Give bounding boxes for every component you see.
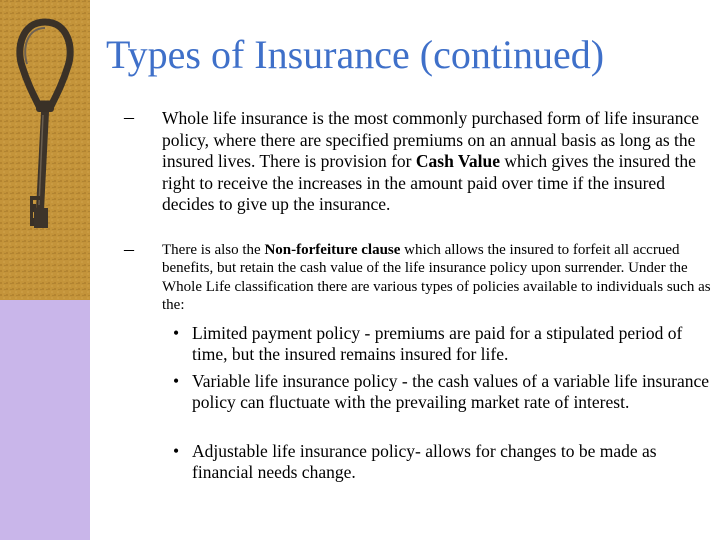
bullet-marker: – xyxy=(124,106,134,128)
slide-title: Types of Insurance (continued) xyxy=(106,32,605,77)
sub-bullet-adjustable-life: Adjustable life insurance policy- allows for changes to be made as financial needs change. xyxy=(192,441,657,482)
sub-bullet-variable-life: Variable life insurance policy - the cash values of a variable life insurance policy can fluctuate with the prevailing market rate of interest. xyxy=(192,371,709,412)
bullet-whole-life: Whole life insurance is the most commonly purchased form of life insurance policy, where there are specified premiums on an annual basis as long as the insured lives. There is provision for Cash Value which gives the insured the right to receive the increases in the amount paid over time if the insured decides to give up the insurance. xyxy=(162,108,699,214)
sub-bullet-marker: • xyxy=(173,371,180,391)
bullet-marker: – xyxy=(124,238,134,260)
sub-bullet-marker: • xyxy=(173,323,180,343)
sub-bullet-marker: • xyxy=(173,441,180,461)
bullet-non-forfeiture: There is also the Non-forfeiture clause which allows the insured to forfeit all accrued benefits, but retain the cash value of the life insurance policy upon surrender. Under the Whole Life classification there are various types of policies available to individuals such as the: xyxy=(162,242,711,314)
sub-bullet-limited-payment: Limited payment policy - premiums are paid for a stipulated period of time, but the insured remains insured for life. xyxy=(192,323,683,364)
